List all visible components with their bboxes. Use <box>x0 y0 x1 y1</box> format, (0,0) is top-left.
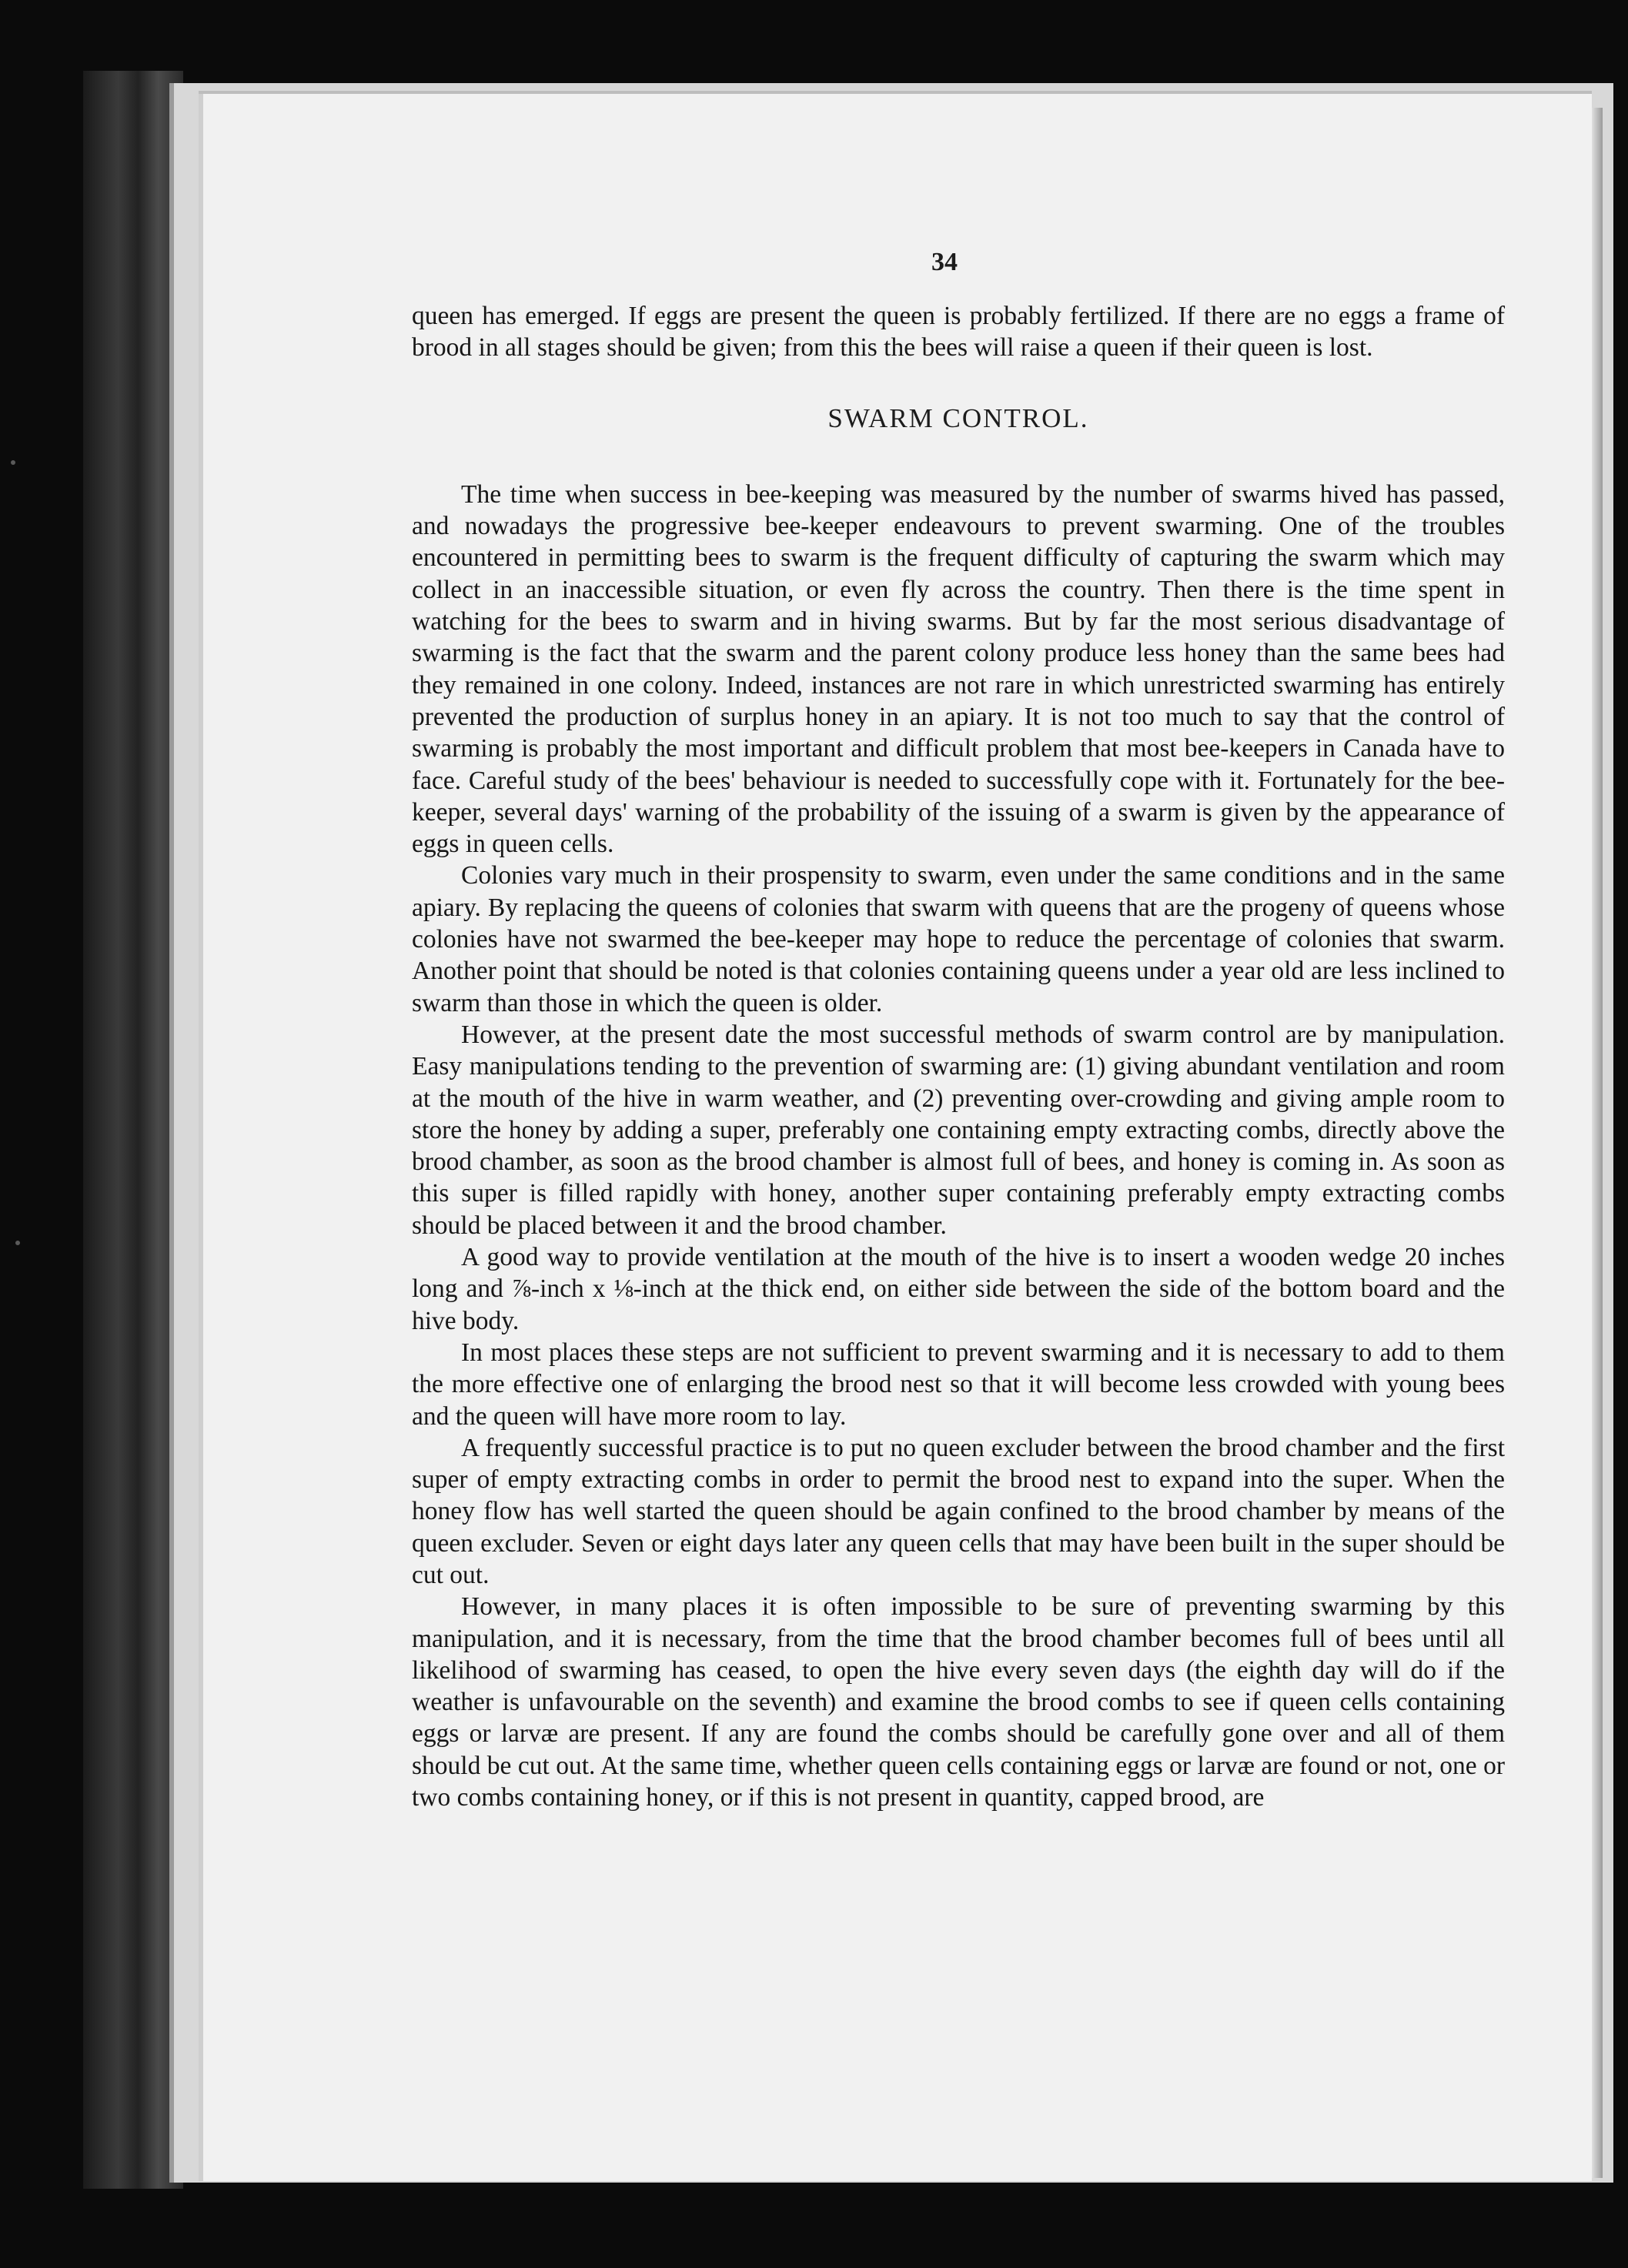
section-heading: SWARM CONTROL. <box>827 402 1089 433</box>
paragraph: However, in many places it is often impossible to be sure of preventing swarming by this manipulation, and it is necessary, from the time that the brood chamber becomes full of bees until all likelihood of swarming has ceased, to open the hive every seven days (the eighth day will do if the weather is unfavourable on the seventh) and examine the brood combs to see if queen cells containing eggs or larvæ are present. If any are found the combs should be carefully gone over and all of them should be cut out. At the same time, whether queen cells containing eggs or larvæ are found or not, one or two combs containing honey, or if this is not present in quantity, capped brood, are <box>412 1592 1505 1812</box>
paragraph: However, at the present date the most successful methods of swarm control are by manipulation. Easy manipulations tending to the prevention of swarming are: (1) giving abundant ventilation and room at the mouth of the hive in warm weather, and (2) preventing over-crowding and giving ample room to store the honey by adding a super, preferably one containing empty extracting combs, directly above the brood chamber, as soon as the brood chamber is almost full of bees, and honey is coming in. As soon as this super is filled rapidly with honey, another super containing preferably empty extracting combs should be placed between it and the brood chamber. <box>412 1020 1505 1240</box>
paragraph: A frequently successful practice is to put no queen excluder between the brood chamber and the first super of empty extracting combs in order to permit the brood nest to expand into the super. When the honey flow has well started the queen should be again confined to the brood chamber by means of the queen excluder. Seven or eight days later any queen cells that may have been built in the super should be cut out. <box>412 1433 1505 1589</box>
page-right-edge <box>1592 108 1603 2178</box>
book-binding-edge <box>83 71 183 2189</box>
paragraph: In most places these steps are not sufficient to prevent swarming and it is necessary to add to them the more effective one of enlarging the brood nest so that it will become less crowded with young bees and the queen will have more room to lay. <box>412 1338 1505 1431</box>
paragraph: Colonies vary much in their prospensity to swarm, even under the same conditions and in the same apiary. By replacing the queens of colonies that swarm with queens that are the progeny of queens whose colonies have not swarmed the bee-keeper may hope to reduce the percentage of colonies that swarm. Another point that should be noted is that colonies containing queens under a year old are less inclined to swarm than those in which the queen is older. <box>412 861 1505 1017</box>
paragraph: A good way to provide ventilation at the mouth of the hive is to insert a wooden wedge 20 inches long and ⅞-inch x ⅛-inch at the thick end, on either side between the side of the bottom board and the hive body. <box>412 1243 1505 1335</box>
scan-speck <box>11 460 15 465</box>
scan-speck <box>15 1241 20 1245</box>
paragraph: queen has emerged. If eggs are present the queen is probably fertilized. If there are no eggs a frame of brood in all stages should be given; from this the bees will raise a queen if their queen is lost. <box>412 302 1505 362</box>
paragraph: The time when success in bee-keeping was measured by the number of swarms hived has passed, and nowadays the progressive bee-keeper endeavours to prevent swarming. One of the troubles encountered in permitting bees to swarm is the frequent difficulty of capturing the swarm which may collect in an inaccessible situation, or even fly across the country. Then there is the time spent in watching for the bees to swarm and in hiving swarms. But by far the most serious disadvantage of swarming is the fact that the swarm and the parent colony produce less honey than the same bees had they remained in one colony. Indeed, instances are not rare in which unrestricted swarming has entirely prevented the production of surplus honey in an apiary. It is not too much to say that the control of swarming is probably the most important and difficult problem that most bee-keepers in Canada have to face. Careful study of the bees' behaviour is needed to successfully cope with it. Fortunately for the bee-keeper, several days' warning of the probability of the issuing of a swarm is given by the appearance of eggs in queen cells. <box>412 479 1505 859</box>
page-number: 34 <box>931 248 958 276</box>
page-body <box>412 300 1505 1813</box>
